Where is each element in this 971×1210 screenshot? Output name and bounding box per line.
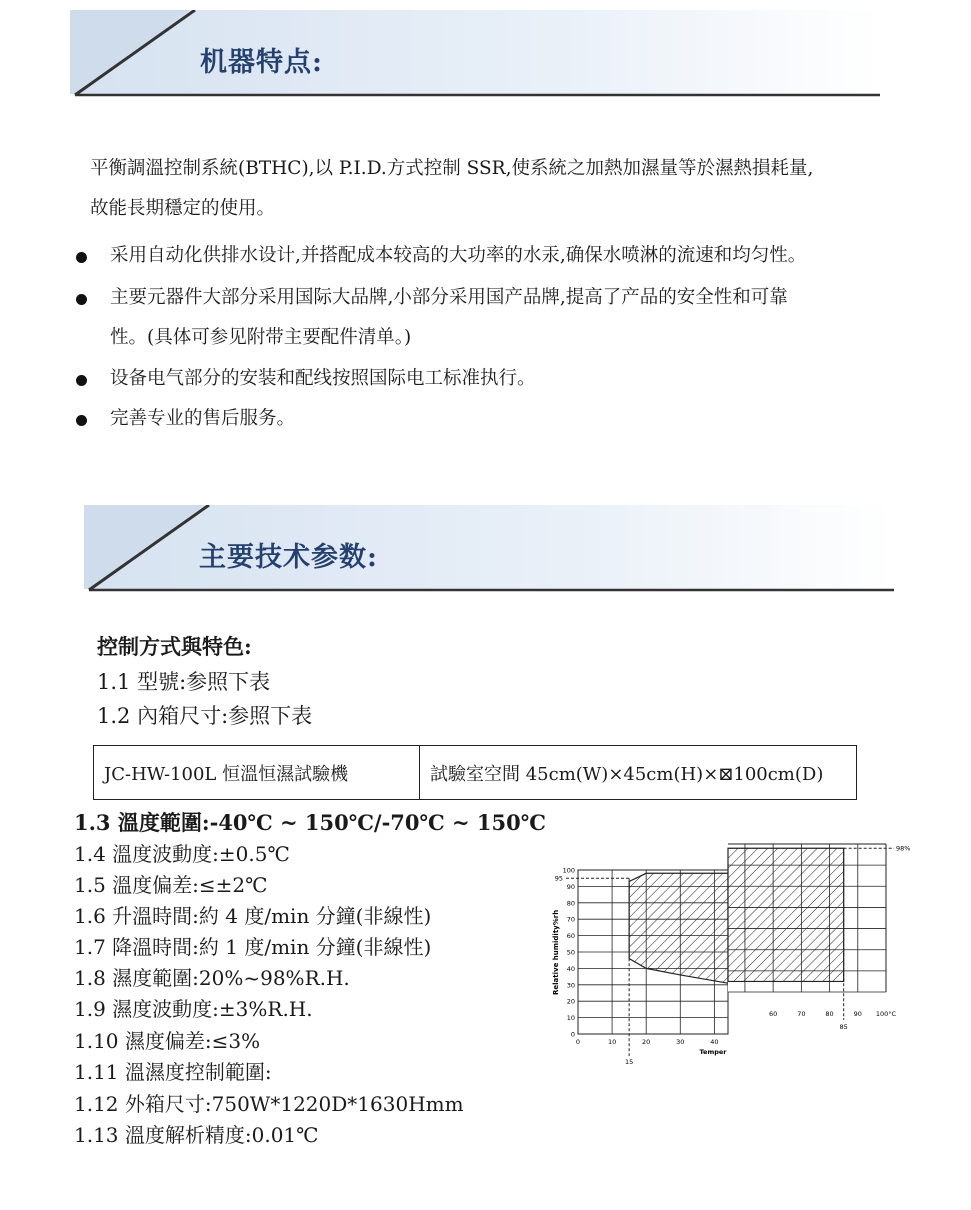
bullet-icon — [76, 252, 87, 263]
intro-line-1: 平衡調溫控制系統(BTHC),以 P.I.D.方式控制 SSR,使系統之加熱加濕量等於濕熱損耗量, — [90, 158, 814, 179]
model-table — [93, 745, 857, 800]
y-tick-label: 100 — [562, 866, 575, 875]
spec-item-1-5: 1.5 溫度偏差:≤±2℃ — [74, 873, 268, 897]
y-tick-label: 20 — [566, 997, 575, 1006]
x-tick-label: 10 — [607, 1038, 617, 1046]
table-row — [94, 746, 857, 800]
y-tick-label: 40 — [566, 964, 575, 973]
marker-label: 98% — [896, 844, 911, 853]
x-axis-label: Temper — [699, 1048, 727, 1056]
section-title-specs: 主要技术参数: — [199, 542, 378, 573]
y-tick-label: 30 — [566, 981, 575, 990]
bullet-icon — [76, 415, 87, 426]
humidity-region — [629, 873, 728, 983]
x-tick-label: 20 — [642, 1038, 651, 1046]
spec-item-1-13: 1.13 溫度解析精度:0.01℃ — [74, 1123, 319, 1147]
humidity-temperature-chart — [548, 840, 928, 1072]
chart-panel-left — [555, 867, 728, 1067]
y-tick-label: 60 — [566, 932, 575, 941]
banner-graphic — [70, 10, 880, 100]
marker-label: 15 — [624, 1058, 634, 1066]
x-tick-label: 100°C — [875, 1010, 897, 1018]
y-tick-label: 0 — [570, 1030, 575, 1039]
spec-item-1-10: 1.10 濕度偏差:≤3% — [74, 1029, 261, 1053]
feature-bullet-2: 主要元器件大部分采用国际大品牌,小部分采用国产品牌,提高了产品的安全性和可靠 — [110, 287, 788, 308]
feature-bullet-4: 完善专业的售后服务。 — [110, 408, 296, 429]
x-tick-label: 30 — [676, 1038, 685, 1046]
spec-item-1-4: 1.4 溫度波動度:±0.5℃ — [74, 842, 290, 866]
y-tick-label: 70 — [566, 915, 575, 924]
x-tick-label: 0 — [575, 1038, 581, 1046]
y-axis-label: Relative humidity%rh — [552, 909, 560, 995]
marker-label: 95 — [554, 874, 563, 883]
y-tick-label: 10 — [566, 1014, 575, 1023]
x-tick-label: 70 — [797, 1010, 806, 1018]
chart-panel-right — [728, 844, 910, 1031]
intro-line-2: 故能長期穩定的使用。 — [90, 198, 276, 219]
bullet-icon — [76, 375, 87, 386]
feature-bullet-1: 采用自动化供排水设计,并搭配成本较高的大功率的水汞,确保水喷淋的流速和均匀性。 — [110, 245, 807, 266]
spec-item-1-3: 1.3 溫度範圍:-40℃ ~ 150℃/-70℃ ~ 150℃ — [74, 810, 546, 835]
x-tick-label: 90 — [853, 1010, 862, 1018]
spec-item-1-6: 1.6 升溫時間:約 4 度/min 分鐘(非線性) — [74, 904, 432, 928]
y-tick-label: 90 — [566, 882, 575, 891]
spec-item-1-12: 1.12 外箱尺寸:750W*1220D*1630Hmm — [74, 1092, 464, 1116]
spec-item-1-11: 1.11 溫濕度控制範圍: — [74, 1060, 272, 1084]
feature-bullet-3: 设备电气部分的安装和配线按照国际电工标准执行。 — [110, 368, 536, 389]
spec-item-1-9: 1.9 濕度波動度:±3%R.H. — [74, 997, 313, 1021]
section-title-features: 机器特点: — [200, 47, 323, 78]
section-banner-specs — [84, 505, 894, 595]
x-tick-label: 60 — [769, 1010, 778, 1018]
spec-item-1-1: 1.1 型號:参照下表 — [97, 670, 271, 694]
feature-bullet-2-cont: 性。(具体可参见附带主要配件清单。) — [110, 327, 412, 348]
x-tick-label: 80 — [825, 1010, 834, 1018]
model-cell: JC-HW-100L 恒溫恒濕試驗機 — [94, 746, 420, 800]
humidity-region — [728, 848, 844, 981]
y-tick-label: 50 — [566, 948, 575, 957]
bullet-icon — [76, 294, 87, 305]
spec-item-1-2: 1.2 內箱尺寸:参照下表 — [97, 704, 313, 728]
control-subtitle: 控制方式與特色: — [97, 634, 252, 659]
spec-item-1-7: 1.7 降溫時間:約 1 度/min 分鐘(非線性) — [74, 935, 432, 959]
spec-item-1-8: 1.8 濕度範圍:20%~98%R.H. — [74, 966, 350, 990]
size-cell: 試驗室空間 45cm(W)×45cm(H)×⊠100cm(D) — [420, 746, 857, 800]
section-banner-features — [70, 10, 880, 100]
y-tick-label: 80 — [566, 899, 575, 908]
x-tick-label: 40 — [710, 1038, 719, 1046]
marker-label: 85 — [839, 1023, 848, 1031]
